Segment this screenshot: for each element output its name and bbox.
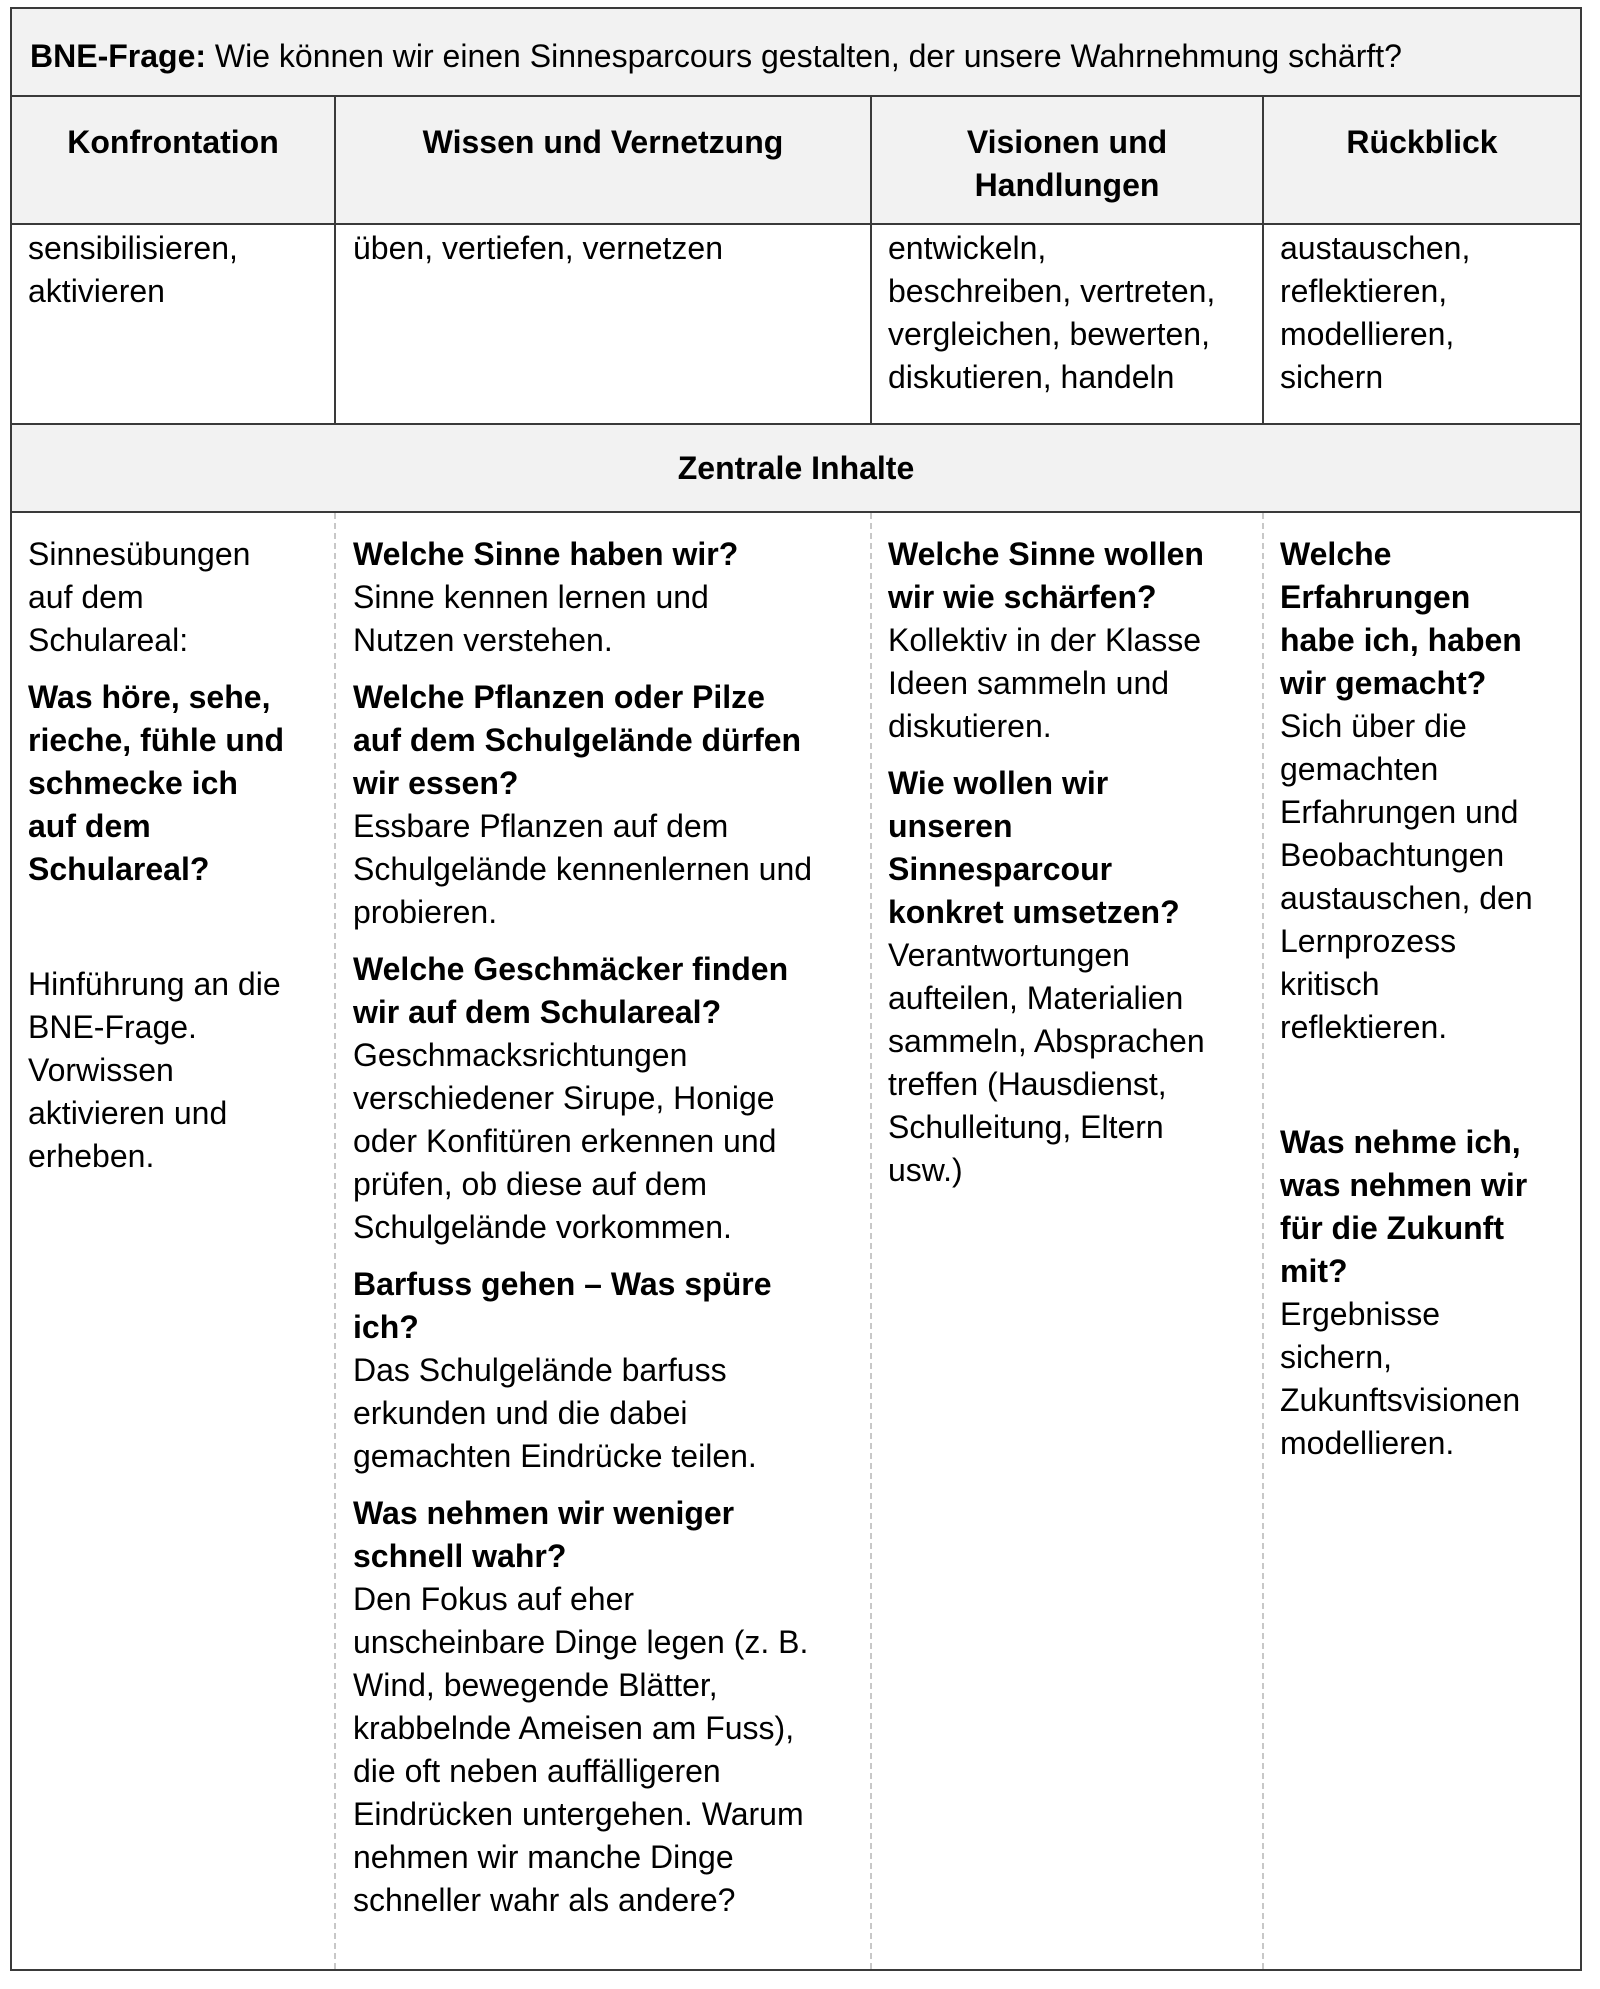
header-konfrontation: Konfrontation bbox=[67, 124, 279, 160]
content-wissen-vernetzung bbox=[353, 533, 865, 1936]
col2-text: Sinne kennen lernen und Nutzen verstehen. bbox=[353, 579, 709, 658]
content-konfrontation bbox=[28, 533, 328, 1192]
question-row bbox=[12, 9, 1580, 95]
section-title: Zentrale Inhalte bbox=[677, 450, 915, 486]
header-visionen-handlungen: Visionen und Handlungen bbox=[966, 124, 1168, 203]
col2-question: Welche Pflanzen oder Pilze auf dem Schulgelände dürfen wir essen? bbox=[353, 679, 802, 801]
bne-planning-table bbox=[10, 7, 1582, 1971]
bne-question bbox=[30, 35, 1402, 77]
col4-text: Sich über die gemachten Erfahrungen und Beobachtungen austauschen, den Lernprozess kritisch reflektieren. bbox=[1280, 708, 1533, 1045]
verbs-konfrontation: sensibilisieren, aktivieren bbox=[28, 230, 238, 309]
verbs-wissen-vernetzung: üben, vertiefen, vernetzen bbox=[353, 230, 724, 266]
col2-block bbox=[353, 948, 865, 1249]
col2-block bbox=[353, 533, 865, 662]
col4-block bbox=[1280, 1121, 1580, 1465]
col4-block bbox=[1280, 533, 1580, 1049]
col3-question: Wie wollen wir unseren Sinnesparcour konkret umsetzen? bbox=[888, 765, 1180, 930]
col3-text: Verantwortungen aufteilen, Materialien sammeln, Absprachen treffen (Hausdienst, Schulleitung, Eltern usw.) bbox=[888, 937, 1205, 1188]
col3-text: Kollektiv in der Klasse Ideen sammeln und diskutieren. bbox=[888, 622, 1202, 744]
col4-text: Ergebnisse sichern, Zukunftsvisionen modellieren. bbox=[1280, 1296, 1521, 1461]
question-label: BNE-Frage: bbox=[30, 38, 207, 74]
col2-block bbox=[353, 1492, 865, 1922]
col3-block bbox=[888, 762, 1258, 1192]
col4-question: Welche Erfahrungen habe ich, haben wir gemacht? bbox=[1280, 536, 1522, 701]
col3-question: Welche Sinne wollen wir wie schärfen? bbox=[888, 536, 1204, 615]
col4-question: Was nehme ich, was nehmen wir für die Zukunft mit? bbox=[1280, 1124, 1528, 1289]
col2-text: Essbare Pflanzen auf dem Schulgelände kennenlernen und probieren. bbox=[353, 808, 813, 930]
verbs-rueckblick: austauschen, reflektieren, modellieren, sichern bbox=[1280, 230, 1471, 395]
section-row bbox=[12, 425, 1580, 511]
header-rueckblick: Rückblick bbox=[1346, 124, 1498, 160]
col2-question: Was nehmen wir weniger schnell wahr? bbox=[353, 1495, 735, 1574]
col2-question: Welche Sinne haben wir? bbox=[353, 536, 739, 572]
col2-text: Den Fokus auf eher unscheinbare Dinge legen (z. B. Wind, bewegende Blätter, krabbelnde Ameisen am Fuss), die oft neben auffälligeren Eindrücken untergehen. Warum nehmen wir manche Dinge schneller wahr als andere? bbox=[353, 1581, 809, 1918]
col1-intro: Sinnesübungen auf dem Schulareal: bbox=[28, 536, 251, 658]
col2-text: Das Schulgelände barfuss erkunden und die dabei gemachten Eindrücke teilen. bbox=[353, 1352, 757, 1474]
header-wissen-vernetzung: Wissen und Vernetzung bbox=[422, 124, 784, 160]
content-rueckblick bbox=[1280, 533, 1580, 1479]
col2-block bbox=[353, 1263, 865, 1478]
col2-question: Barfuss gehen – Was spüre ich? bbox=[353, 1266, 772, 1345]
content-visionen-handlungen bbox=[888, 533, 1258, 1206]
verbs-visionen-handlungen: entwickeln, beschreiben, vertreten, vergleichen, bewerten, diskutieren, handeln bbox=[888, 230, 1216, 395]
col1-question: Was höre, sehe, rieche, fühle und schmecke ich auf dem Schulareal? bbox=[28, 679, 285, 887]
col3-block bbox=[888, 533, 1258, 748]
col1-text: Hinführung an die BNE-Frage. Vorwissen aktivieren und erheben. bbox=[28, 966, 281, 1174]
question-text: Wie können wir einen Sinnesparcours gestalten, der unsere Wahrnehmung schärft? bbox=[214, 38, 1402, 74]
col2-question: Welche Geschmäcker finden wir auf dem Schulareal? bbox=[353, 951, 789, 1030]
col2-text: Geschmacksrichtungen verschiedener Sirupe, Honige oder Konfitüren erkennen und prüfen, ob diese auf dem Schulgelände vorkommen. bbox=[353, 1037, 777, 1245]
col2-block bbox=[353, 676, 865, 934]
